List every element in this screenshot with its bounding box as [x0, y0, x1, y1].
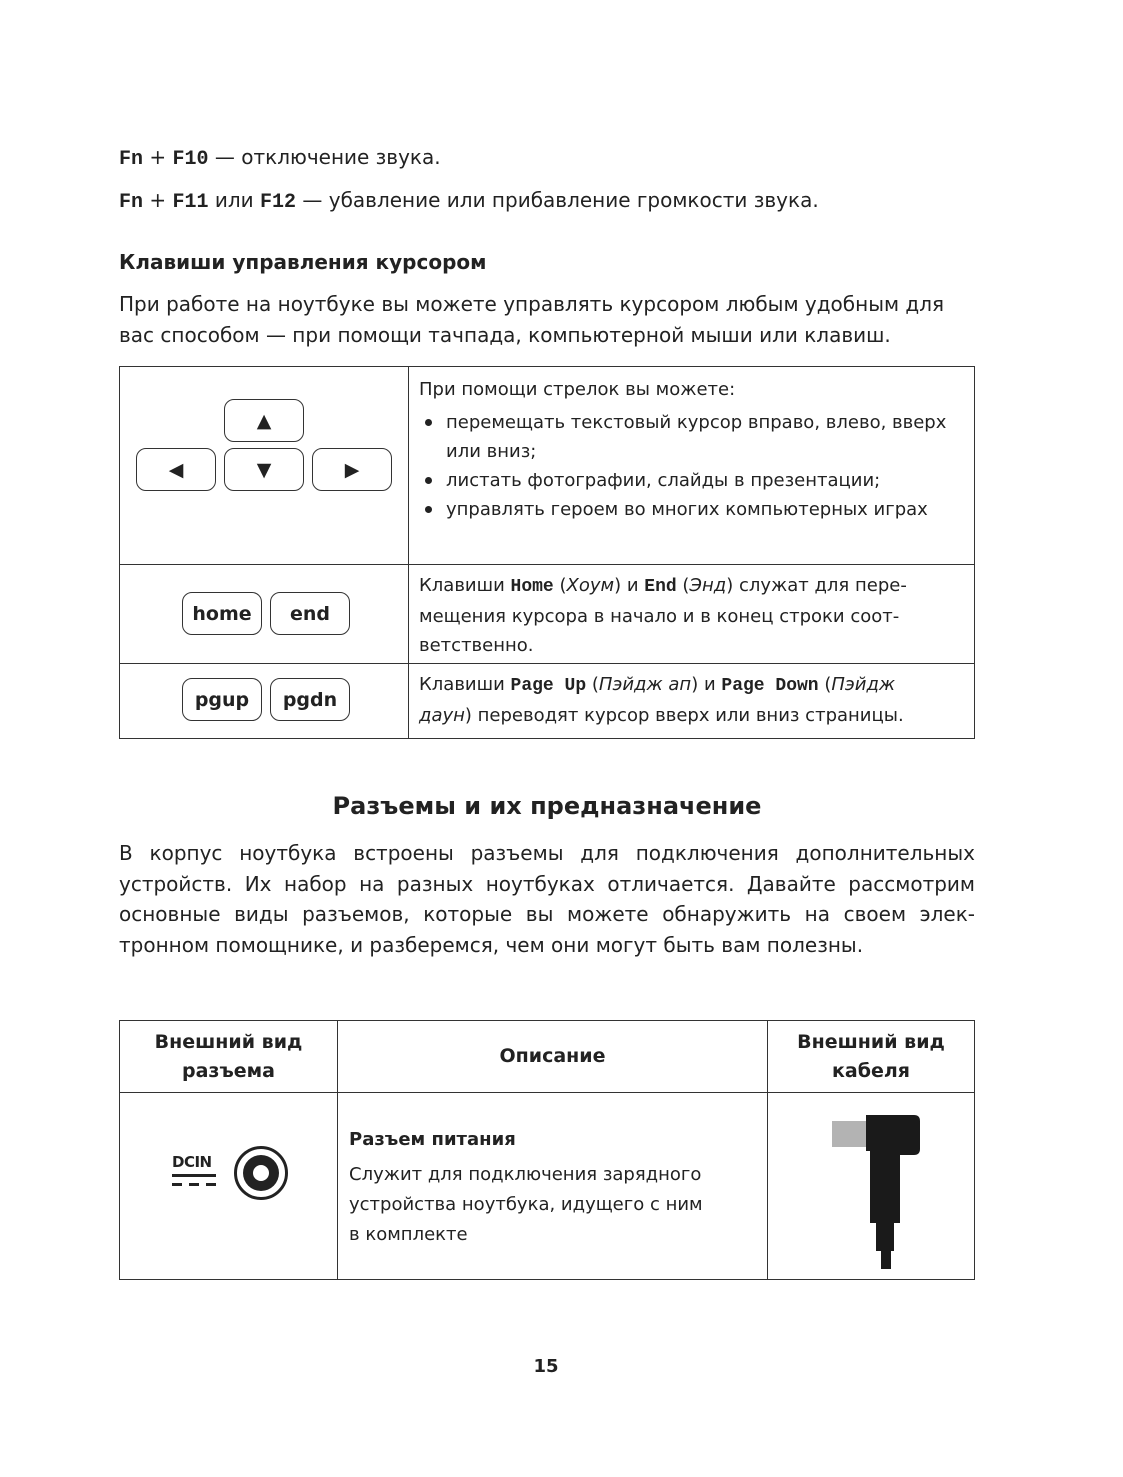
cursor-keys-table [119, 366, 975, 739]
bullet-item: управлять героем во многих компьютерных играх [419, 495, 964, 524]
page-number: 15 [533, 1356, 559, 1377]
key-fn: Fn [119, 148, 144, 171]
power-port-icon [233, 1145, 289, 1201]
power-cable-cell [768, 1093, 975, 1280]
arrow-right-icon: ▶ [344, 458, 360, 481]
home-end-line3: ветственно. [419, 635, 534, 656]
power-connector-title: Разъем питания [349, 1129, 516, 1150]
header-text: кабеля [832, 1059, 910, 1082]
arrow-down-icon: ▼ [256, 458, 272, 481]
para-line: В корпус ноутбука встроены разъемы для подключения дополнительных [119, 841, 975, 865]
desc-line: Служит для подключения зарядного [349, 1164, 702, 1185]
arrow-keys-lead: При помощи стрелок вы можете: [419, 379, 736, 400]
cursor-intro-line1: При работе на ноутбуке вы можете управлять курсором любым удобным для [119, 292, 945, 316]
page-keys-line2 [419, 701, 964, 730]
header-connector-look [120, 1021, 338, 1093]
page-keys-row [120, 664, 975, 739]
cursor-keys-heading: Клавиши управления курсором [119, 250, 487, 274]
cursor-intro-line2: вас способом — при помощи тачпада, компьютерной мыши или клавиш. [119, 323, 891, 347]
key-name-page-up: Page Up [510, 676, 587, 696]
plus-sign: + [149, 145, 167, 169]
header-text: Внешний вид [797, 1030, 945, 1053]
connectors-heading: Разъемы и их предназначение [332, 792, 762, 820]
home-end-keys-cell [120, 565, 409, 664]
plus-sign: + [149, 188, 167, 212]
power-connector-row [120, 1093, 975, 1280]
para-line: тронном помощнике, и разберемся, чем они могут быть вам полезны. [119, 932, 864, 957]
pronunciation-home: Хоум [566, 575, 615, 596]
end-key: end [270, 592, 350, 635]
arrow-up-icon: ▲ [256, 409, 272, 432]
text-fragment: Клавиши [419, 674, 505, 695]
key-name-page-down: Page Down [721, 676, 819, 696]
home-key: home [182, 592, 262, 635]
pronunciation-page-up: Пэйдж ап [598, 674, 692, 695]
power-cable-icon [830, 1111, 924, 1271]
or-word: или [214, 188, 254, 212]
home-end-line1: Клавиши Home (Хоум) и End (Энд) служат для пере- [419, 575, 907, 597]
pronunciation-page-down-cont: даун [419, 705, 465, 726]
bullet-item: листать фотографии, слайды в презентации; [419, 466, 964, 495]
text-fragment: Клавиши [419, 575, 505, 596]
pgup-key: pgup [182, 678, 262, 721]
header-text: разъема [182, 1059, 275, 1082]
home-end-line2: мещения курсора в начало и в конец строки соот- [419, 606, 900, 627]
arrow-left-icon: ◀ [168, 458, 184, 481]
header-text: Внешний вид [154, 1030, 303, 1053]
fn-mute-line [119, 145, 441, 171]
home-end-description [409, 565, 975, 664]
text-fragment: ) переводят курсор вверх или вниз страницы. [464, 705, 904, 726]
desc-line: устройства ноутбука, идущего с ним [349, 1194, 703, 1215]
arrow-keys-row [120, 367, 975, 565]
arrow-down-key [224, 448, 304, 491]
header-description: Описание [338, 1021, 768, 1093]
key-f10: F10 [172, 148, 209, 171]
fn-volume-text: — убавление или прибавление громкости звука. [302, 188, 819, 212]
key-f12: F12 [260, 191, 297, 214]
bullet-item: перемещать текстовый курсор вправо, влево, вверх или вниз; [419, 408, 964, 466]
para-line: основные виды разъемов, которые вы можете обнаружить на своем элек- [119, 902, 975, 926]
para-line: устройств. Их набор на разных ноутбуках отличается. Давайте рассмотрим [119, 871, 975, 896]
power-port-cell [120, 1093, 338, 1280]
page-keys-line1: Клавиши Page Up (Пэйдж ап) и Page Down (Пэйдж [419, 674, 896, 696]
dcin-label: DCIN [172, 1153, 212, 1171]
text-fragment: служат для пере- [738, 575, 907, 596]
pronunciation-end: Энд [689, 575, 727, 596]
text-fragment: и [626, 575, 639, 596]
page-keys-description [409, 664, 975, 739]
page-keys-cell [120, 664, 409, 739]
arrow-keys-bullets [419, 408, 964, 524]
key-name-home: Home [510, 577, 554, 597]
connectors-table [119, 1020, 975, 1280]
arrow-left-key [136, 448, 216, 491]
key-name-end: End [644, 577, 677, 597]
key-fn: Fn [119, 191, 144, 214]
connectors-paragraph [119, 838, 975, 960]
home-end-row [120, 565, 975, 664]
arrow-keys-cell [120, 367, 409, 565]
header-cable-look [768, 1021, 975, 1093]
dc-symbol-icon [172, 1173, 218, 1189]
pgdn-key: pgdn [270, 678, 350, 721]
arrow-up-key [224, 399, 304, 442]
fn-volume-line [119, 188, 819, 214]
key-f11: F11 [172, 191, 209, 214]
arrow-right-key [312, 448, 392, 491]
text-fragment: и [703, 674, 716, 695]
power-description-cell [338, 1093, 768, 1280]
arrow-keys-description [409, 367, 975, 565]
connectors-header-row [120, 1021, 975, 1093]
desc-line: в комплекте [349, 1224, 468, 1245]
power-connector-desc [349, 1160, 756, 1250]
pronunciation-page-down: Пэйдж [831, 674, 896, 695]
fn-mute-text: — отключение звука. [214, 145, 441, 169]
